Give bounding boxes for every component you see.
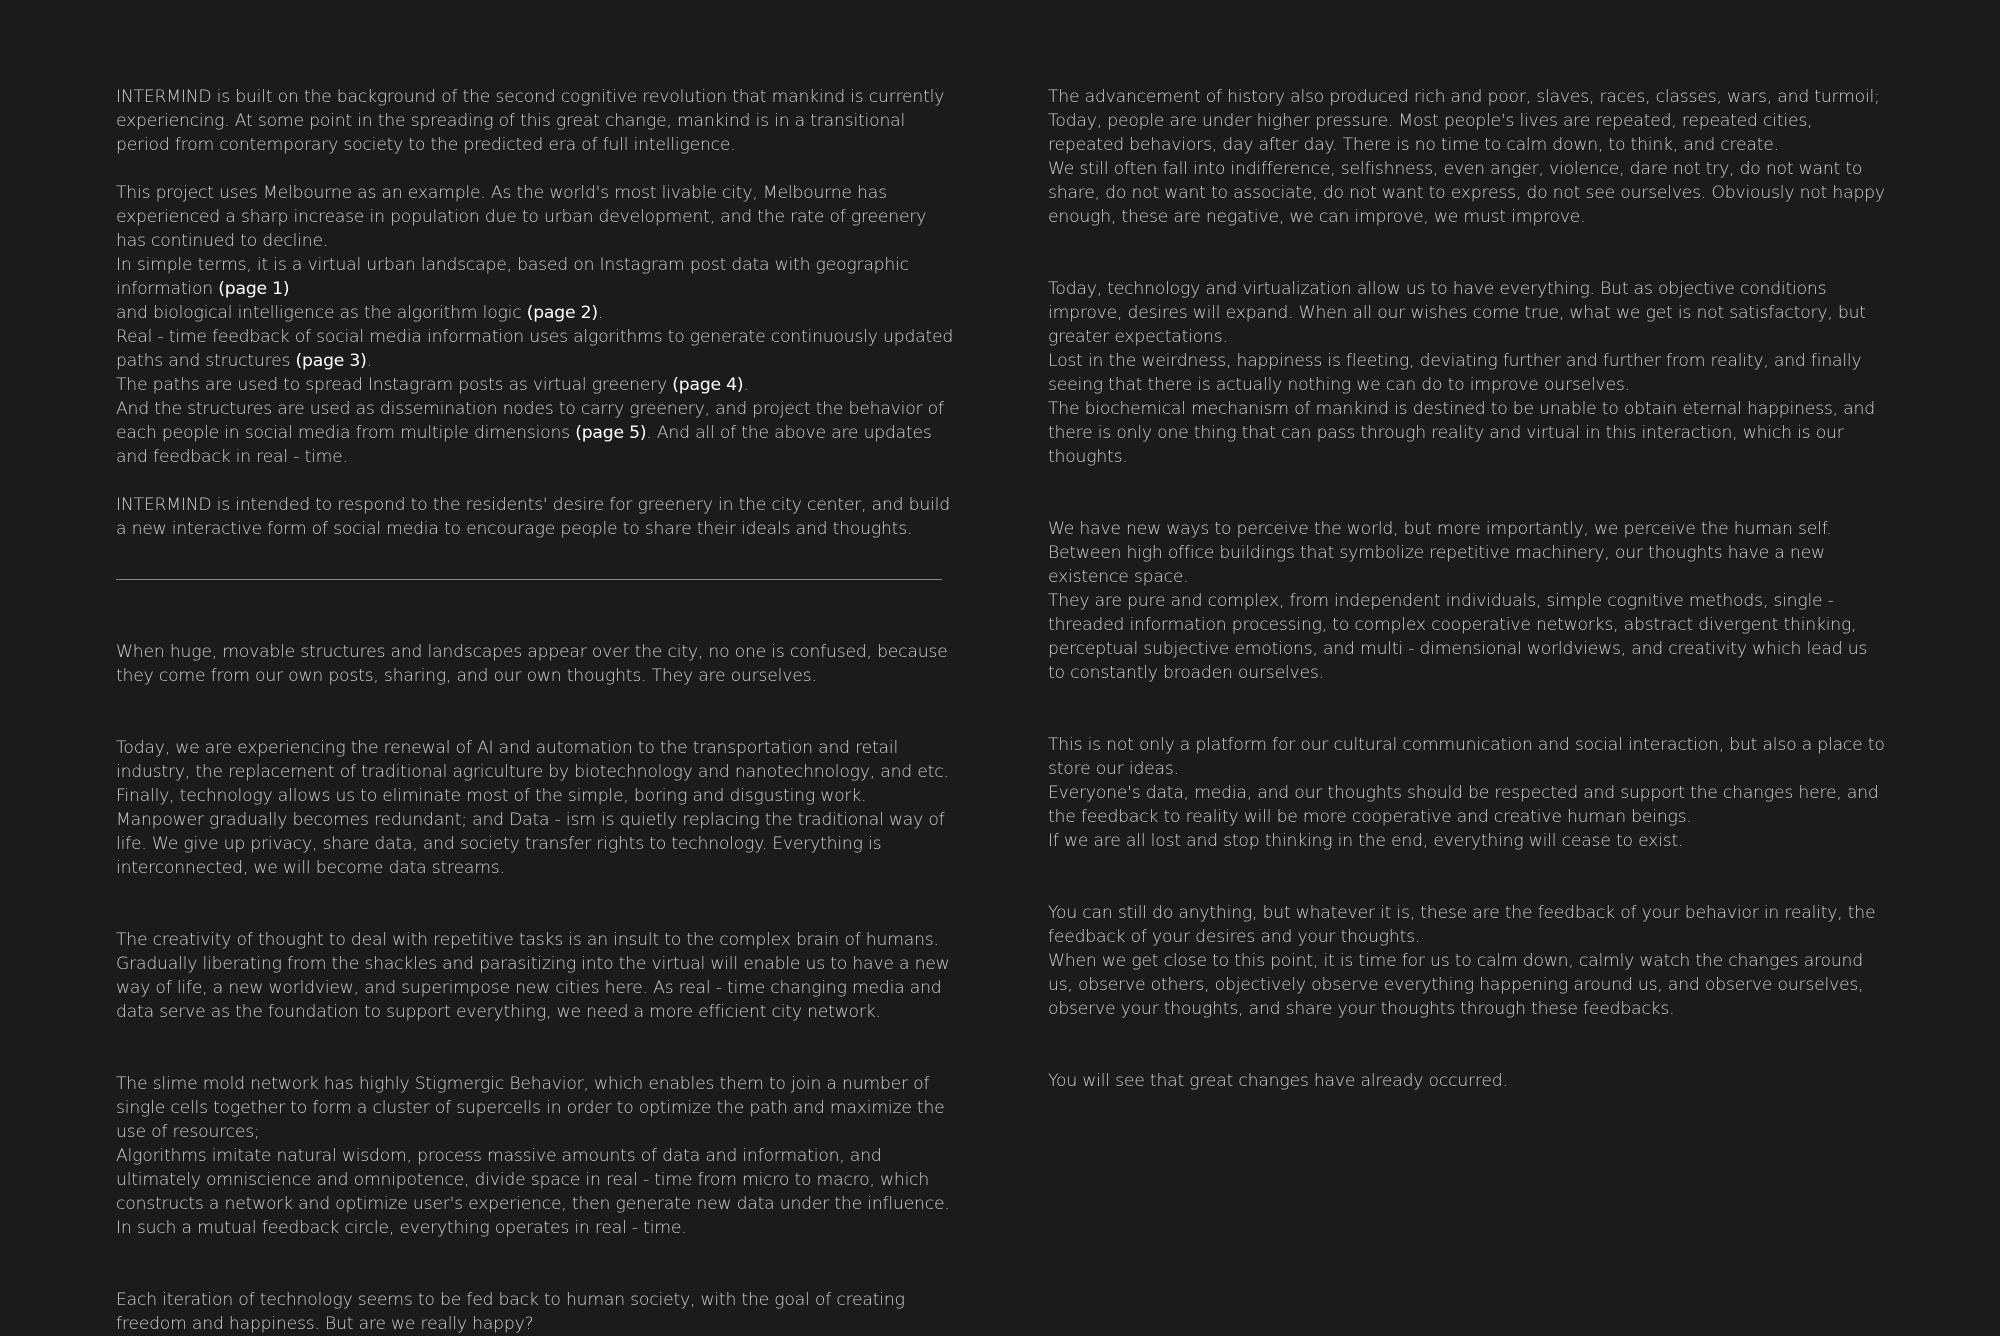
intent-paragraph: INTERMIND is intended to respond to the residents' desire for greenery in the city center, and build a new interactive form of social media to encourage people to share their ideals and thoughts. <box>116 495 950 539</box>
project-text-1: This project uses Melbourne as an example. As the world's most livable city, Melbourne has experienced a sharp increase in population due to urban development, and the rate of greenery has continued to decline. In simple terms, it is a virtual urban landscape, based on Instagram post data with geographic information <box>116 183 927 299</box>
project-text-2: and biological intelligence as the algorithm logic <box>116 303 522 323</box>
left-column <box>116 85 956 1336</box>
slime-mold-paragraph: The slime mold network has highly Stigmergic Behavior, which enables them to join a number of single cells together to form a cluster of supercells in order to optimize the path and maximize the use of resources; Algorithms imitate natural wisdom, process massive amounts of data and information, and ultimately omniscience and omnipotence, divide space in real - time from micro to macro, which constructs a network and optimize user's experience, then generate new data under the influence. In such a mutual feedback circle, everything operates in real - time. <box>116 1074 950 1238</box>
conclusion-paragraph: You will see that great changes have already occurred. <box>1048 1071 1508 1091</box>
virtualization-paragraph: Today, technology and virtualization allow us to have everything. But as objective conditions improve, desires will expand. When all our wishes come true, what we get is not satisfactory, but greater expectations. Lost in the weirdness, happiness is fleeting, deviating further and further from reality, and finally seeing that there is actually nothing we can do to improve ourselves. The biochemical mechanism of mankind is destined to be unable to obtain eternal happiness, and there is only one thing that can pass through reality and virtual in this interaction, which is our thoughts. <box>1048 279 1875 467</box>
project-text-3: . Real - time feedback of social media information uses algorithms to generate continuously updated paths and structures <box>116 303 954 371</box>
page-4-reference: (page 4) <box>672 375 744 395</box>
project-text-4: . The paths are used to spread Instagram posts as virtual greenery <box>116 351 667 395</box>
structures-paragraph: When huge, movable structures and landscapes appear over the city, no one is confused, because they come from our own posts, sharing, and our own thoughts. They are ourselves. <box>116 642 948 686</box>
anything-paragraph: You can still do anything, but whatever it is, these are the feedback of your behavior in reality, the feedback of your desires and your thoughts. When we get close to this point, it is time for us to calm down, calmly watch the changes around us, observe others, objectively observe everything happening around us, and observe ourselves, observe your thoughts, and share your thoughts through these feedbacks. <box>1048 903 1876 1019</box>
history-paragraph: The advancement of history also produced rich and poor, slaves, races, classes, wars, and turmoil; Today, people are under higher pressure. Most people's lives are repeated, repeated cities, repeated behaviors, day after day. There is no time to calm down, to think, and create. We still often fall into indifference, selfishness, even anger, violence, dare not try, do not want to share, do not want to associate, do not want to express, do not see ourselves. Obviously not happy enough, these are negative, we can improve, we must improve. <box>1048 87 1885 227</box>
project-paragraph <box>116 181 956 469</box>
section-divider <box>116 579 942 580</box>
iteration-paragraph: Each iteration of technology seems to be fed back to human society, with the goal of creating freedom and happiness. But are we really happy? <box>116 1290 905 1334</box>
creativity-paragraph: The creativity of thought to deal with repetitive tasks is an insult to the complex brain of humans. Gradually liberating from the shackles and parasitizing into the virtual will enable us to have a new way of life, a new worldview, and superimpose new cities here. As real - time changing media and data serve as the foundation to support everything, we need a more efficient city network. <box>116 930 950 1022</box>
page-5-reference: (page 5) <box>575 423 647 443</box>
perceive-paragraph: We have new ways to perceive the world, but more importantly, we perceive the human self. Between high office buildings that symbolize repetitive machinery, our thoughts have a new existence space. They are pure and complex, from independent individuals, simple cognitive methods, single - threaded information processing, to complex cooperative networks, abstract divergent thinking, perceptual subjective emotions, and multi - dimensional worldviews, and creativity which lead us to constantly broaden ourselves. <box>1048 519 1868 683</box>
renewal-paragraph: Today, we are experiencing the renewal of AI and automation to the transportation and retail industry, the replacement of traditional agriculture by biotechnology and nanotechnology, and etc. Finally, technology allows us to eliminate most of the simple, boring and disgusting work. Manpower gradually becomes redundant; and Data - ism is quietly replacing the traditional way of life. We give up privacy, share data, and society transfer rights to technology. Everything is interconnected, we will become data streams. <box>116 738 949 878</box>
intro-paragraph: INTERMIND is built on the background of the second cognitive revolution that mankind is currently experiencing. At some point in the spreading of this great change, mankind is in a transitional period from contemporary society to the predicted era of full intelligence. <box>116 87 945 155</box>
project-text-5: . And the structures are used as dissemination nodes to carry greenery, and project the behavior of each people in social media from multiple dimensions <box>116 375 944 443</box>
platform-paragraph: This is not only a platform for our cultural communication and social interaction, but also a place to store our ideas. Everyone's data, media, and our thoughts should be respected and support the changes here, and the feedback to reality will be more cooperative and creative human beings. If we are all lost and stop thinking in the end, everything will cease to exist. <box>1048 735 1885 851</box>
page-2-reference: (page 2) <box>526 303 598 323</box>
project-text-6: . And all of the above are updates and feedback in real - time. <box>116 423 932 467</box>
page-3-reference: (page 3) <box>295 351 367 371</box>
page-1-reference: (page 1) <box>218 279 290 299</box>
right-column <box>1048 85 1888 1093</box>
